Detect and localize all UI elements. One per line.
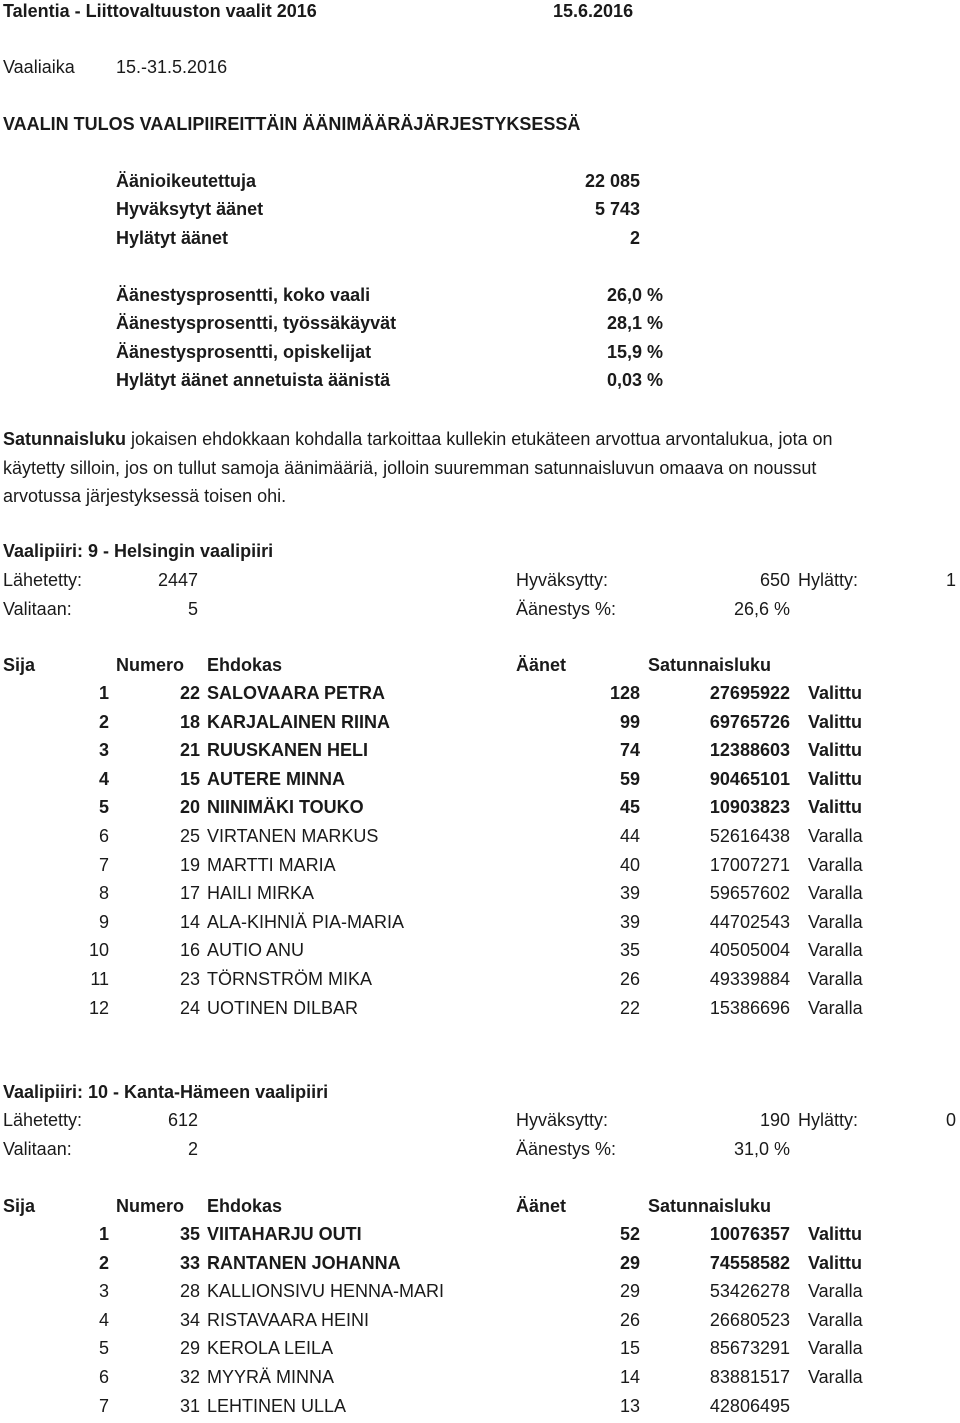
table-row xyxy=(0,1223,960,1251)
rejected-share-label: Hylätyt äänet annetuista äänistä xyxy=(116,370,391,390)
sent-value: 612 xyxy=(167,1110,198,1130)
candidate-name-cell: LEHTINEN ULLA xyxy=(207,1395,347,1416)
rejected-votes-value: 2 xyxy=(629,228,640,248)
status-cell: Varalla xyxy=(808,969,863,989)
number-cell: 31 xyxy=(179,1395,200,1416)
candidate-name-cell: UOTINEN DILBAR xyxy=(207,997,359,1018)
votes-cell: 39 xyxy=(619,911,640,932)
table-row xyxy=(0,968,960,996)
candidate-name-cell: MYYRÄ MINNA xyxy=(207,1367,335,1387)
rank-cell: 7 xyxy=(98,1395,109,1416)
table-row xyxy=(0,739,960,767)
votes-cell: 26 xyxy=(619,969,640,989)
candidate-name-cell: NIINIMÄKI TOUKO xyxy=(207,797,364,818)
number-cell: 32 xyxy=(179,1367,200,1387)
candidate-name-cell: TÖRNSTRÖM MIKA xyxy=(207,969,372,989)
candidate-name-cell: KALLIONSIVU HENNA-MARI xyxy=(207,1281,445,1302)
rank-cell: 6 xyxy=(98,1367,109,1387)
rank-cell: 10 xyxy=(88,940,109,961)
status-cell: Varalla xyxy=(808,940,863,961)
rank-cell: 5 xyxy=(98,1338,109,1359)
table-row xyxy=(0,825,960,853)
accepted-value: 190 xyxy=(759,1110,790,1130)
results-heading: VAALIN TULOS VAALIPIIREITTÄIN ÄÄNIMÄÄRÄJÄRJESTYKSESSÄ xyxy=(3,114,581,134)
note-term: Satunnaisluku xyxy=(3,429,127,449)
candidate-name-cell: RUUSKANEN HELI xyxy=(207,740,369,761)
turnout-value: 31,0 % xyxy=(733,1139,790,1159)
col-rank-header: Sija xyxy=(3,655,36,675)
votes-cell: 29 xyxy=(619,1252,640,1273)
rejected-label: Hylätty: xyxy=(798,570,859,590)
accepted-value: 650 xyxy=(759,570,790,590)
number-cell: 24 xyxy=(179,997,200,1018)
eligible-voters-label: Äänioikeutettuja xyxy=(116,171,257,191)
to-elect-label: Valitaan: xyxy=(3,599,72,619)
status-cell: Varalla xyxy=(808,883,863,904)
accepted-votes-value: 5 743 xyxy=(594,199,640,219)
random-number-cell: 69765726 xyxy=(709,711,790,732)
table-row xyxy=(0,1395,960,1423)
turnout-students-value: 15,9 % xyxy=(606,342,663,362)
table-row xyxy=(0,796,960,824)
votes-cell: 26 xyxy=(619,1309,640,1330)
col-number-header: Numero xyxy=(116,1196,185,1216)
votes-cell: 59 xyxy=(619,768,640,789)
random-number-cell: 40505004 xyxy=(709,940,790,961)
number-cell: 22 xyxy=(179,683,200,703)
number-cell: 23 xyxy=(179,969,200,989)
table-row xyxy=(0,682,960,710)
district-title: Vaalipiiri: 9 - Helsingin vaalipiiri xyxy=(3,541,274,561)
number-cell: 17 xyxy=(179,883,200,904)
table-row xyxy=(0,939,960,967)
votes-cell: 29 xyxy=(619,1281,640,1302)
rank-cell: 9 xyxy=(98,911,109,932)
number-cell: 18 xyxy=(179,711,200,732)
votes-cell: 74 xyxy=(619,740,640,761)
accepted-votes-label: Hyväksytyt äänet xyxy=(116,199,264,219)
random-number-cell: 90465101 xyxy=(709,768,790,789)
table-row xyxy=(0,854,960,882)
votes-cell: 15 xyxy=(619,1338,640,1359)
col-number-header: Numero xyxy=(116,655,185,675)
votes-cell: 40 xyxy=(619,854,640,875)
table-row xyxy=(0,882,960,910)
period-label: Vaaliaika xyxy=(3,57,75,77)
document-title: Talentia - Liittovaltuuston vaalit 2016 xyxy=(3,1,317,21)
random-number-cell: 12388603 xyxy=(709,740,790,761)
random-number-cell: 17007271 xyxy=(709,854,790,875)
status-cell: Varalla xyxy=(808,826,863,846)
candidate-name-cell: SALOVAARA PETRA xyxy=(207,683,386,703)
random-number-cell: 15386696 xyxy=(709,997,790,1018)
number-cell: 15 xyxy=(179,768,200,789)
votes-cell: 128 xyxy=(609,683,640,703)
note-text: jokaisen ehdokkaan kohdalla tarkoittaa kullekin etukäteen arvottua arvontalukua, jota on käytetty silloin, jos on tullut samoja äänimääriä, jolloin suuremman satunnaisluvun omaava on noussut arvotussa järjestyksessä toisen ohi. xyxy=(3,429,833,506)
table-row xyxy=(0,711,960,739)
random-number-cell: 42806495 xyxy=(709,1395,790,1416)
turnout-working-value: 28,1 % xyxy=(606,313,663,333)
rejected-share-value: 0,03 % xyxy=(606,370,663,390)
candidate-name-cell: VIITAHARJU OUTI xyxy=(207,1224,362,1244)
candidate-name-cell: VIRTANEN MARKUS xyxy=(207,826,379,846)
random-number-cell: 53426278 xyxy=(709,1281,790,1302)
votes-cell: 22 xyxy=(619,997,640,1018)
to-elect-value: 5 xyxy=(187,599,198,619)
votes-cell: 14 xyxy=(619,1367,640,1387)
status-cell: Valittu xyxy=(808,797,863,818)
rank-cell: 1 xyxy=(98,1224,109,1244)
table-row xyxy=(0,997,960,1025)
status-cell: Varalla xyxy=(808,911,863,932)
rejected-value: 0 xyxy=(945,1110,956,1130)
sent-label: Lähetetty: xyxy=(3,1110,83,1130)
col-votes-header: Äänet xyxy=(516,655,567,675)
votes-cell: 39 xyxy=(619,883,640,904)
random-number-cell: 27695922 xyxy=(709,683,790,703)
turnout-students-label: Äänestysprosentti, opiskelijat xyxy=(116,342,372,362)
table-row xyxy=(0,1252,960,1280)
votes-cell: 45 xyxy=(619,797,640,818)
number-cell: 16 xyxy=(179,940,200,961)
rank-cell: 3 xyxy=(98,1281,109,1302)
table-row xyxy=(0,1337,960,1365)
period-value: 15.-31.5.2016 xyxy=(116,57,228,77)
accepted-label: Hyväksytty: xyxy=(516,1110,609,1130)
random-number-cell: 83881517 xyxy=(709,1367,790,1387)
status-cell: Valittu xyxy=(808,1224,863,1244)
random-number-cell: 10903823 xyxy=(709,797,790,818)
rejected-label: Hylätty: xyxy=(798,1110,859,1130)
candidate-name-cell: RISTAVAARA HEINI xyxy=(207,1309,370,1330)
rejected-votes-label: Hylätyt äänet xyxy=(116,228,229,248)
rejected-value: 1 xyxy=(945,570,956,590)
rank-cell: 2 xyxy=(98,711,109,732)
eligible-voters-value: 22 085 xyxy=(584,171,640,191)
number-cell: 25 xyxy=(179,826,200,846)
random-number-cell: 85673291 xyxy=(709,1338,790,1359)
sent-value: 2447 xyxy=(157,570,198,590)
turnout-value: 26,6 % xyxy=(733,599,790,619)
status-cell: Varalla xyxy=(808,854,863,875)
status-cell: Varalla xyxy=(808,1338,863,1359)
number-cell: 35 xyxy=(179,1224,200,1244)
status-cell: Valittu xyxy=(808,768,863,789)
col-rank-header: Sija xyxy=(3,1196,36,1216)
votes-cell: 13 xyxy=(619,1395,640,1416)
random-number-note xyxy=(3,425,883,511)
table-row xyxy=(0,911,960,939)
district-title: Vaalipiiri: 10 - Kanta-Hämeen vaalipiiri xyxy=(3,1082,329,1102)
status-cell: Valittu xyxy=(808,740,863,761)
random-number-cell: 26680523 xyxy=(709,1309,790,1330)
number-cell: 14 xyxy=(179,911,200,932)
candidate-name-cell: AUTERE MINNA xyxy=(207,768,345,789)
col-votes-header: Äänet xyxy=(516,1196,567,1216)
rank-cell: 4 xyxy=(98,1309,109,1330)
col-candidate-header: Ehdokas xyxy=(207,655,283,675)
number-cell: 29 xyxy=(179,1338,200,1359)
random-number-cell: 52616438 xyxy=(709,826,790,846)
status-cell: Varalla xyxy=(808,1309,863,1330)
votes-cell: 35 xyxy=(619,940,640,961)
candidate-name-cell: ALA-KIHNIÄ PIA-MARIA xyxy=(207,911,405,932)
rank-cell: 7 xyxy=(98,854,109,875)
rank-cell: 11 xyxy=(90,969,109,989)
number-cell: 20 xyxy=(179,797,200,818)
number-cell: 28 xyxy=(179,1281,200,1302)
status-cell: Valittu xyxy=(808,1252,863,1273)
number-cell: 19 xyxy=(179,854,200,875)
table-row xyxy=(0,1309,960,1337)
rank-cell: 4 xyxy=(98,768,109,789)
table-row xyxy=(0,1280,960,1308)
turnout-working-label: Äänestysprosentti, työssäkäyvät xyxy=(116,313,397,333)
turnout-total-label: Äänestysprosentti, koko vaali xyxy=(116,285,371,305)
status-cell: Varalla xyxy=(808,1367,863,1387)
rank-cell: 5 xyxy=(98,797,109,818)
accepted-label: Hyväksytty: xyxy=(516,570,609,590)
random-number-cell: 49339884 xyxy=(709,969,790,989)
document-date: 15.6.2016 xyxy=(553,1,634,21)
table-row xyxy=(0,1366,960,1394)
candidate-name-cell: MARTTI MARIA xyxy=(207,854,336,875)
col-random-header: Satunnaisluku xyxy=(648,1196,772,1216)
rank-cell: 1 xyxy=(98,683,109,703)
number-cell: 33 xyxy=(179,1252,200,1273)
candidate-name-cell: KEROLA LEILA xyxy=(207,1338,334,1359)
status-cell: Valittu xyxy=(808,683,863,703)
status-cell: Varalla xyxy=(808,1281,863,1302)
random-number-cell: 44702543 xyxy=(709,911,790,932)
to-elect-value: 2 xyxy=(187,1139,198,1159)
rank-cell: 3 xyxy=(98,740,109,761)
table-row xyxy=(0,768,960,796)
rank-cell: 12 xyxy=(88,997,109,1018)
votes-cell: 52 xyxy=(619,1224,640,1244)
to-elect-label: Valitaan: xyxy=(3,1139,72,1159)
random-number-cell: 10076357 xyxy=(709,1224,790,1244)
col-random-header: Satunnaisluku xyxy=(648,655,772,675)
rank-cell: 2 xyxy=(98,1252,109,1273)
number-cell: 21 xyxy=(179,740,200,761)
candidate-name-cell: HAILI MIRKA xyxy=(207,883,315,904)
status-cell: Valittu xyxy=(808,711,863,732)
random-number-cell: 74558582 xyxy=(709,1252,790,1273)
turnout-label: Äänestys %: xyxy=(516,1139,617,1159)
number-cell: 34 xyxy=(179,1309,200,1330)
candidate-name-cell: KARJALAINEN RIINA xyxy=(207,711,391,732)
col-candidate-header: Ehdokas xyxy=(207,1196,283,1216)
sent-label: Lähetetty: xyxy=(3,570,83,590)
turnout-total-value: 26,0 % xyxy=(606,285,663,305)
rank-cell: 6 xyxy=(98,826,109,846)
candidate-name-cell: AUTIO ANU xyxy=(207,940,305,961)
turnout-label: Äänestys %: xyxy=(516,599,617,619)
status-cell: Varalla xyxy=(808,997,863,1018)
rank-cell: 8 xyxy=(98,883,109,904)
votes-cell: 99 xyxy=(619,711,640,732)
votes-cell: 44 xyxy=(619,826,640,846)
candidate-name-cell: RANTANEN JOHANNA xyxy=(207,1252,401,1273)
random-number-cell: 59657602 xyxy=(709,883,790,904)
